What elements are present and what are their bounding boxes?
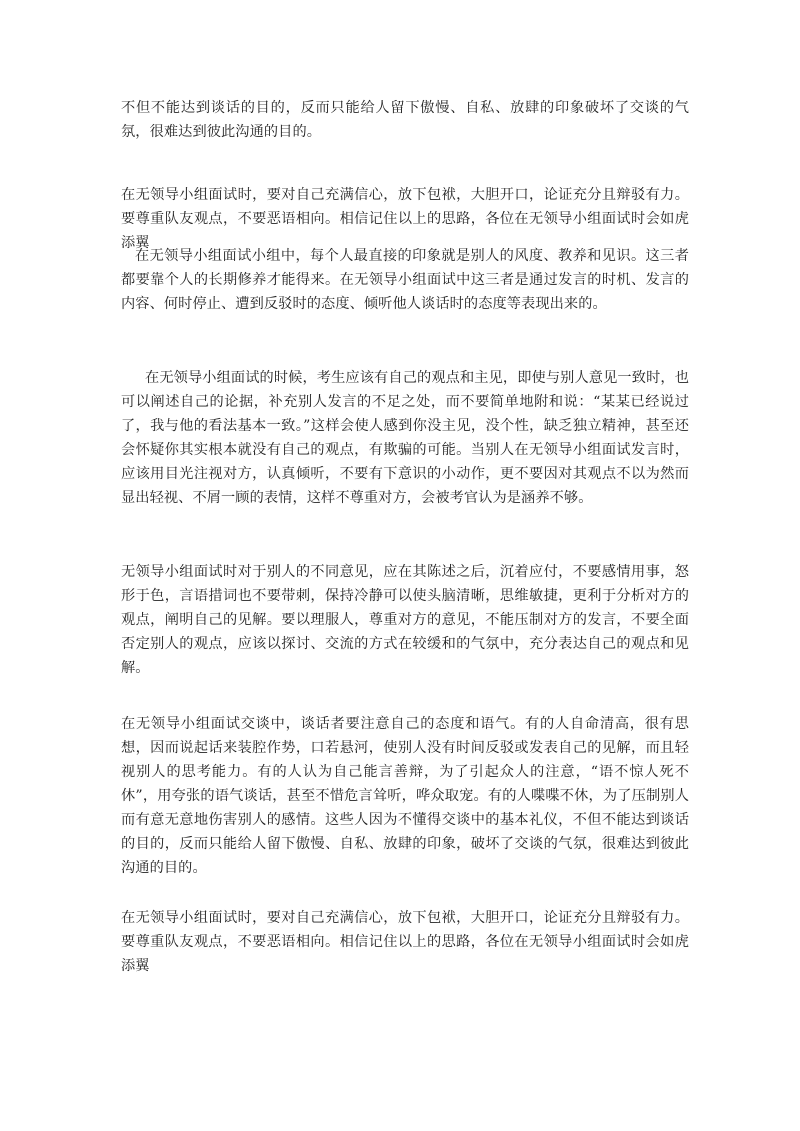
paragraph-7: 在无领导小组面试时，要对自己充满信心，放下包袱，大胆开口，论证充分且辩驳有力。要尊重队友观点，不要恶语相向。相信记住以上的思路，各位在无领导小组面试时会如虎添翼 [121,910,689,974]
paragraph-6: 在无领导小组面试交谈中，谈话者要注意自己的态度和语气。有的人自命清高，很有思想，因而说起话来装腔作势，口若悬河，使别人没有时间反驳或发表自己的见解，而且轻视别人的思考能力。有的人认为自己能言善辩，为了引起众人的注意，“语不惊人死不休”，用夸张的语气谈话，甚至不惜危言耸听，哗众取宠。有的人喋喋不休，为了压制别人而有意无意地伤害别人的感情。这些人因为不懂得交谈中的基本礼仪，不但不能达到谈话的目的，反而只能给人留下傲慢、自私、放肆的印象，破坏了交谈的气氛，很难达到彼此沟通的目的。 [121,716,689,876]
paragraph-4: 在无领导小组面试的时候，考生应该有自己的观点和主见，即使与别人意见一致时，也可以阐述自己的论据，补充别人发言的不足之处，而不要简单地附和说：“某某已经说过了，我与他的看法基本一致。”这样会使人感到你没主见，没个性，缺乏独立精神，甚至还会怀疑你其实根本就没有自己的观点，有欺骗的可能。当别人在无领导小组面试发言时，应该用目光注视对方，认真倾听，不要有下意识的小动作，更不要因对其观点不以为然而显出轻视、不屑一顾的表情，这样不尊重对方，会被考官认为是涵养不够。 [121,370,689,506]
paragraph-2: 在无领导小组面试时，要对自己充满信心，放下包袱，大胆开口，论证充分且辩驳有力。要尊重队友观点，不要恶语相向。相信记住以上的思路，各位在无领导小组面试时会如虎添翼 [121,187,689,251]
paragraph-1: 不但不能达到谈话的目的，反而只能给人留下傲慢、自私、放肆的印象破坏了交谈的气氛，很难达到彼此沟通的目的。 [121,100,689,140]
paragraph-3: 在无领导小组面试小组中，每个人最直接的印象就是别人的风度、教养和见识。这三者都要靠个人的长期修养才能得来。在无领导小组面试中这三者是通过发言的时机、发言的内容、何时停止、遭到反驳时的态度、倾听他人谈话时的态度等表现出来的。 [121,248,689,312]
paragraph-5: 无领导小组面试时对于别人的不同意见，应在其陈述之后，沉着应付，不要感情用事，怒形于色，言语措词也不要带刺，保持冷静可以使头脑清晰，思维敏捷，更利于分析对方的观点，阐明自己的见解。要以理服人，尊重对方的意见，不能压制对方的发言，不要全面否定别人的观点，应该以探讨、交流的方式在较缓和的气氛中，充分表达自己的观点和见解。 [121,564,689,676]
